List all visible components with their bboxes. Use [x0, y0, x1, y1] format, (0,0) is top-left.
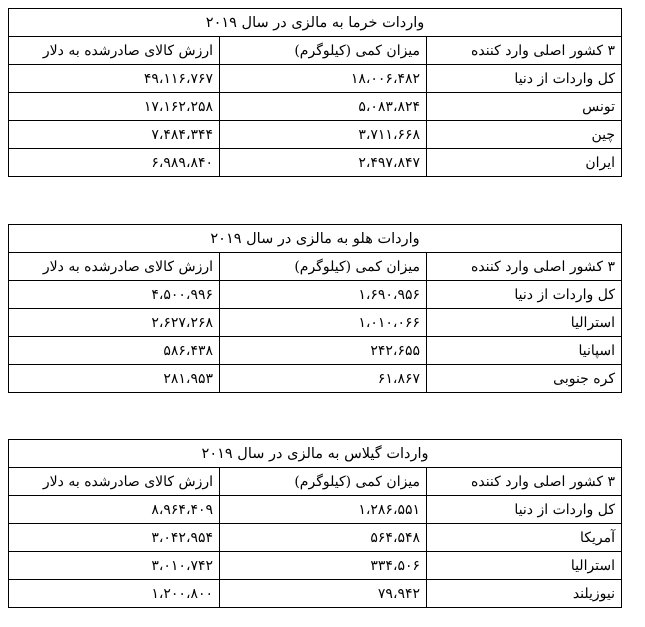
- cell-country: کل واردات از دنیا: [427, 281, 622, 309]
- cell-quantity: ۲،۴۹۷،۸۴۷: [220, 149, 427, 177]
- table-row: [9, 496, 622, 524]
- header-row: [9, 468, 622, 496]
- column-header-quantity: میزان کمی (کیلوگرم): [220, 37, 427, 65]
- cell-value: ۶،۹۸۹،۸۴۰: [9, 149, 220, 177]
- column-header-quantity: میزان کمی (کیلوگرم): [220, 468, 427, 496]
- cell-country: کل واردات از دنیا: [427, 65, 622, 93]
- cell-quantity: ۱،۶۹۰،۹۵۶: [220, 281, 427, 309]
- cell-quantity: ۱،۲۸۶،۵۵۱: [220, 496, 427, 524]
- cell-value: ۴،۵۰۰،۹۹۶: [9, 281, 220, 309]
- cell-country: آمریکا: [427, 524, 622, 552]
- header-row: [9, 253, 622, 281]
- table-row: [9, 121, 622, 149]
- cell-quantity: ۵،۰۸۳،۸۲۴: [220, 93, 427, 121]
- cell-value: ۲۸۱،۹۵۳: [9, 365, 220, 393]
- table-row: [9, 337, 622, 365]
- column-header-value: ارزش کالای صادرشده به دلار: [9, 37, 220, 65]
- table-row: [9, 580, 622, 608]
- cell-value: ۳،۰۴۲،۹۵۴: [9, 524, 220, 552]
- column-header-country: ۳ کشور اصلی وارد کننده: [427, 253, 622, 281]
- cell-country: نیوزیلند: [427, 580, 622, 608]
- dates-import-table: [8, 8, 622, 177]
- cell-value: ۵۸۶،۴۳۸: [9, 337, 220, 365]
- table-row: [9, 309, 622, 337]
- column-header-country: ۳ کشور اصلی وارد کننده: [427, 468, 622, 496]
- column-header-value: ارزش کالای صادرشده به دلار: [9, 253, 220, 281]
- column-header-country: ۳ کشور اصلی وارد کننده: [427, 37, 622, 65]
- peach-import-table: [8, 224, 622, 393]
- table-title: واردات خرما به مالزی در سال ۲۰۱۹: [9, 9, 622, 37]
- cell-value: ۴۹،۱۱۶،۷۶۷: [9, 65, 220, 93]
- table-row: [9, 552, 622, 580]
- table-title: واردات گیلاس به مالزی در سال ۲۰۱۹: [9, 440, 622, 468]
- table-row: [9, 281, 622, 309]
- cell-country: کره جنوبی: [427, 365, 622, 393]
- table-row: [9, 365, 622, 393]
- cell-quantity: ۲۴۲،۶۵۵: [220, 337, 427, 365]
- table-row: [9, 524, 622, 552]
- cell-country: تونس: [427, 93, 622, 121]
- cell-country: کل واردات از دنیا: [427, 496, 622, 524]
- cell-country: چین: [427, 121, 622, 149]
- table-row: [9, 93, 622, 121]
- cell-quantity: ۷۹،۹۴۲: [220, 580, 427, 608]
- cell-country: استرالیا: [427, 309, 622, 337]
- table-row: [9, 149, 622, 177]
- cell-value: ۳،۰۱۰،۷۴۲: [9, 552, 220, 580]
- cell-value: ۱،۲۰۰،۸۰۰: [9, 580, 220, 608]
- column-header-quantity: میزان کمی (کیلوگرم): [220, 253, 427, 281]
- cell-quantity: ۵۶۴،۵۴۸: [220, 524, 427, 552]
- cell-quantity: ۶۱،۸۶۷: [220, 365, 427, 393]
- cell-quantity: ۱،۰۱۰،۰۶۶: [220, 309, 427, 337]
- header-row: [9, 37, 622, 65]
- cell-country: اسپانیا: [427, 337, 622, 365]
- cell-value: ۸،۹۶۴،۴۰۹: [9, 496, 220, 524]
- cell-country: استرالیا: [427, 552, 622, 580]
- cell-quantity: ۳،۷۱۱،۶۶۸: [220, 121, 427, 149]
- cell-value: ۱۷،۱۶۲،۲۵۸: [9, 93, 220, 121]
- cell-value: ۷،۴۸۴،۳۴۴: [9, 121, 220, 149]
- cell-value: ۲،۶۲۷،۲۶۸: [9, 309, 220, 337]
- table-title: واردات هلو به مالزی در سال ۲۰۱۹: [9, 225, 622, 253]
- cell-country: ایران: [427, 149, 622, 177]
- cell-quantity: ۳۳۴،۵۰۶: [220, 552, 427, 580]
- column-header-value: ارزش کالای صادرشده به دلار: [9, 468, 220, 496]
- cell-quantity: ۱۸،۰۰۶،۴۸۲: [220, 65, 427, 93]
- table-row: [9, 65, 622, 93]
- cherry-import-table: [8, 439, 622, 608]
